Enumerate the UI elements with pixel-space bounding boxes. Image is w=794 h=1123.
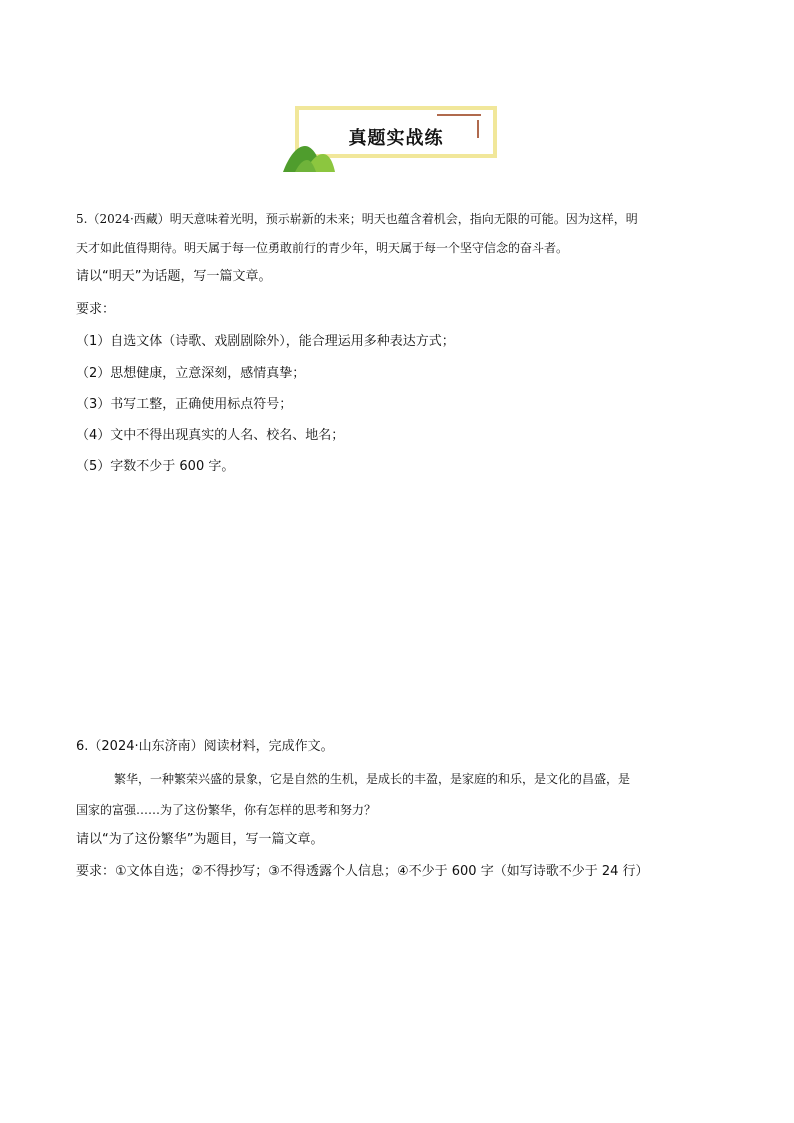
q5-line-1: 5.（2024·西藏）明天意味着光明，预示崭新的未来；明天也蕴含着机会，指向无限的可能。因为这样，明 <box>76 212 638 226</box>
q6-prompt: 请以“为了这份繁华”为题目，写一篇文章。 <box>76 832 324 847</box>
title-accent-line <box>437 114 481 116</box>
green-hills-icon <box>283 142 335 172</box>
q5-requirements-label: 要求： <box>76 302 116 317</box>
q5-requirement-2: （2）思想健康，立意深刻，感情真挚； <box>76 366 306 381</box>
q5-line-2: 天才如此值得期待。明天属于每一位勇敢前行的青少年，明天属于每一个坚守信念的奋斗者。 <box>76 241 569 255</box>
section-title-banner <box>287 106 505 170</box>
q5-requirement-5: （5）字数不少于 600 字。 <box>76 459 235 474</box>
q5-requirement-4: （4）文中不得出现真实的人名、校名、地名； <box>76 428 345 443</box>
q6-material-line-1: 繁华，一种繁荣兴盛的景象，它是自然的生机，是成长的丰盈，是家庭的和乐，是文化的昌盛，是 <box>114 772 631 786</box>
q6-requirements: 要求：①文体自选；②不得抄写；③不得透露个人信息；④不少于 600 字（如写诗歌不少于 24 行） <box>76 864 649 879</box>
q5-requirement-3: （3）书写工整，正确使用标点符号； <box>76 397 293 412</box>
section-title: 真题实战练 <box>348 128 444 149</box>
q5-prompt: 请以“明天”为话题，写一篇文章。 <box>76 269 272 284</box>
q6-heading: 6.（2024·山东济南）阅读材料，完成作文。 <box>76 739 334 754</box>
q6-material-line-2: 国家的富强……为了这份繁华，你有怎样的思考和努力？ <box>76 803 377 817</box>
q5-requirement-1: （1）自选文体（诗歌、戏剧剧除外），能合理运用多种表达方式； <box>76 334 455 349</box>
